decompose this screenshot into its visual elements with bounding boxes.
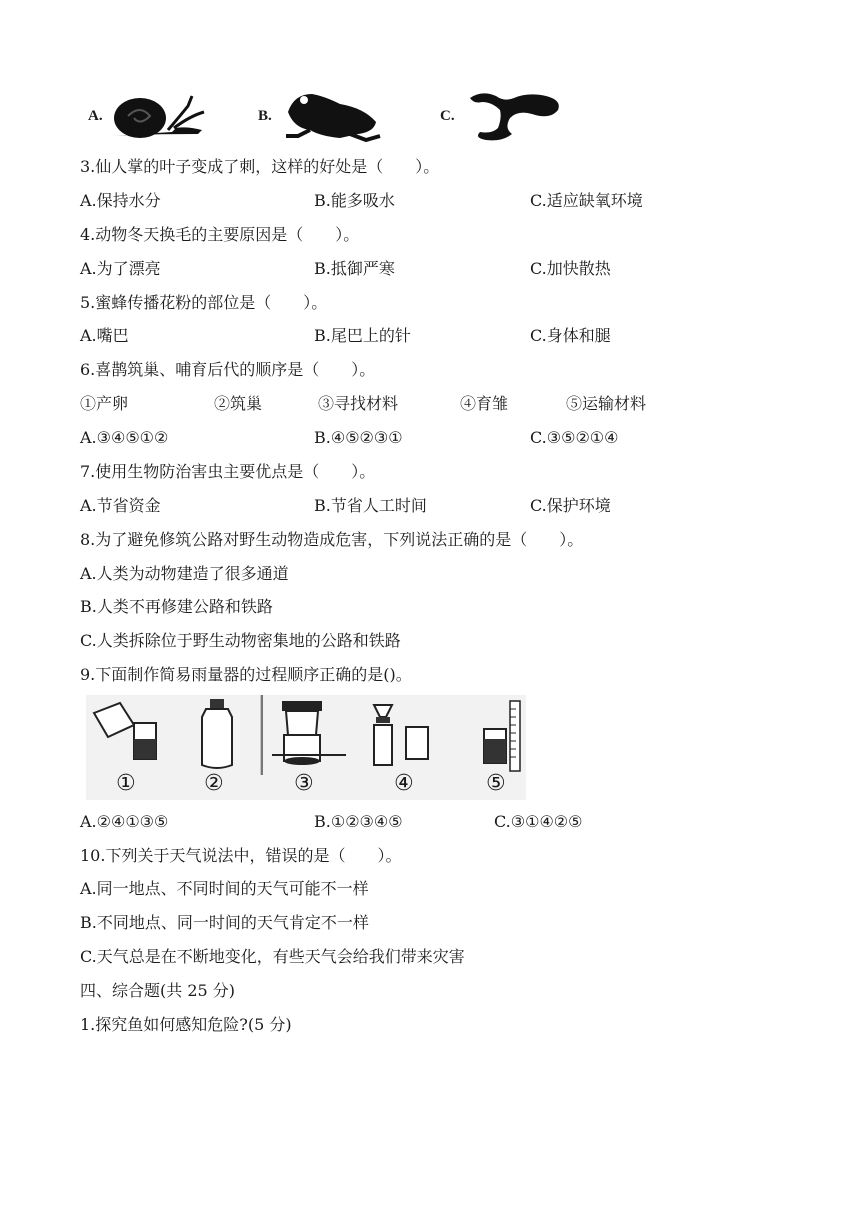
q8-option-b[interactable]: B.人类不再修建公路和铁路 bbox=[80, 597, 273, 616]
frame-4-number: ④ bbox=[394, 771, 414, 796]
q3-option-a[interactable]: A.保持水分 bbox=[80, 191, 161, 210]
question-4-stem: 4.动物冬天换毛的主要原因是（ ）。 bbox=[80, 225, 360, 244]
q4-option-a[interactable]: A.为了漂亮 bbox=[80, 259, 161, 278]
option-b-label: B. bbox=[258, 108, 272, 124]
rain-gauge-steps-figure bbox=[86, 695, 526, 800]
frog-icon bbox=[280, 86, 384, 142]
question-7-stem: 7.使用生物防治害虫主要优点是（ ）。 bbox=[80, 462, 376, 481]
frame-5-number: ⑤ bbox=[486, 771, 506, 796]
gauge-ruler-icon bbox=[484, 701, 520, 771]
question-3-stem: 3.仙人掌的叶子变成了刺，这样的好处是（ ）。 bbox=[80, 157, 440, 176]
q5-option-b[interactable]: B.尾巴上的针 bbox=[314, 326, 411, 345]
funnel-bottle-icon bbox=[272, 701, 346, 765]
q9-option-b[interactable]: B.①②③④⑤ bbox=[314, 812, 403, 831]
question-6-stem: 6.喜鹊筑巢、哺育后代的顺序是（ ）。 bbox=[80, 360, 376, 379]
bottle-icon bbox=[202, 699, 232, 768]
section-4-question-1: 1.探究鱼如何感知危险?(5 分) bbox=[80, 1015, 292, 1034]
q9-option-a[interactable]: A.②④①③⑤ bbox=[80, 812, 169, 831]
q6-step-1: ①产卵 bbox=[80, 394, 129, 413]
q8-option-a[interactable]: A.人类为动物建造了很多通道 bbox=[80, 564, 289, 583]
q9-option-c[interactable]: C.③①④②⑤ bbox=[494, 812, 583, 831]
q5-option-c[interactable]: C.身体和腿 bbox=[530, 326, 611, 345]
section-4-title: 四、综合题(共 25 分) bbox=[80, 981, 236, 1000]
q4-option-c[interactable]: C.加快散热 bbox=[530, 259, 611, 278]
q4-option-b[interactable]: B.抵御严寒 bbox=[314, 259, 395, 278]
q7-option-c[interactable]: C.保护环境 bbox=[530, 496, 611, 515]
option-a-label: A. bbox=[88, 108, 103, 124]
frame-1-number: ① bbox=[116, 771, 136, 796]
q6-option-c[interactable]: C.③⑤②①④ bbox=[530, 428, 619, 447]
q7-option-b[interactable]: B.节省人工时间 bbox=[314, 496, 427, 515]
question-9-stem: 9.下面制作简易雨量器的过程顺序正确的是()。 bbox=[80, 665, 412, 684]
q10-option-a[interactable]: A.同一地点、不同时间的天气可能不一样 bbox=[80, 879, 369, 898]
q7-option-a[interactable]: A.节省资金 bbox=[80, 496, 161, 515]
q6-option-b[interactable]: B.④⑤②③① bbox=[314, 428, 403, 447]
question-10-stem: 10.下列关于天气说法中，错误的是（ ）。 bbox=[80, 846, 402, 865]
frame-3-number: ③ bbox=[294, 771, 314, 796]
q5-option-a[interactable]: A.嘴巴 bbox=[80, 326, 129, 345]
snake-icon bbox=[462, 88, 566, 144]
q6-step-3: ③寻找材料 bbox=[318, 394, 399, 413]
q3-option-c[interactable]: C.适应缺氧环境 bbox=[530, 191, 643, 210]
frame-2-number: ② bbox=[204, 771, 224, 796]
option-c-label: C. bbox=[440, 108, 455, 124]
pour-water-icon bbox=[94, 703, 156, 759]
q6-step-5: ⑤运输材料 bbox=[566, 394, 647, 413]
question-5-stem: 5.蜜蜂传播花粉的部位是（ ）。 bbox=[80, 293, 328, 312]
q10-option-c[interactable]: C.天气总是在不断地变化，有些天气会给我们带来灾害 bbox=[80, 947, 465, 966]
q3-option-b[interactable]: B.能多吸水 bbox=[314, 191, 395, 210]
q6-option-a[interactable]: A.③④⑤①② bbox=[80, 428, 169, 447]
q6-step-4: ④育雏 bbox=[460, 394, 509, 413]
snail-icon bbox=[106, 86, 210, 142]
parts-icon bbox=[374, 705, 428, 765]
q6-step-2: ②筑巢 bbox=[214, 394, 263, 413]
question-8-stem: 8.为了避免修筑公路对野生动物造成危害，下列说法正确的是（ ）。 bbox=[80, 530, 584, 549]
q8-option-c[interactable]: C.人类拆除位于野生动物密集地的公路和铁路 bbox=[80, 631, 401, 650]
q10-option-b[interactable]: B.不同地点、同一时间的天气肯定不一样 bbox=[80, 913, 369, 932]
